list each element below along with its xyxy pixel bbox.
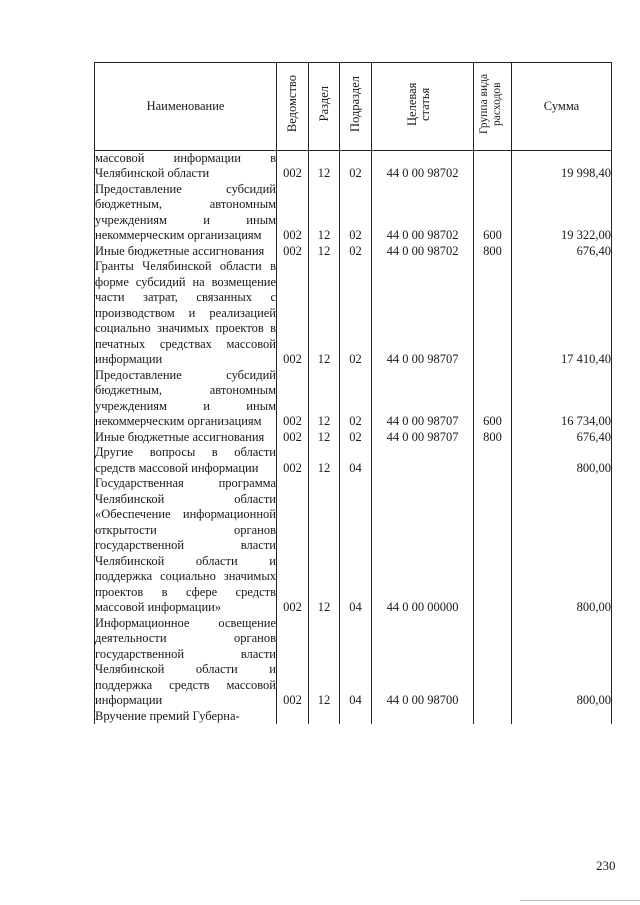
header-expense-group: Группа вида расходов (474, 63, 512, 151)
row-subsection: 02 (340, 368, 372, 430)
row-target-article: 44 0 00 00000 (372, 476, 474, 616)
footer-rule (520, 900, 640, 901)
row-section: 12 (309, 368, 340, 430)
row-subsection (340, 709, 372, 725)
row-expense-group (474, 709, 512, 725)
row-subsection: 02 (340, 259, 372, 368)
row-sum: 676,40 (512, 244, 612, 260)
header-department: Ведомство (277, 63, 309, 151)
header-name: Наименование (95, 63, 277, 151)
header-sum: Сумма (512, 63, 612, 151)
table-row (95, 616, 612, 709)
row-sum: 800,00 (512, 476, 612, 616)
header-section: Раздел (309, 63, 340, 151)
table-row (95, 244, 612, 260)
row-name: Информационное освещение деятельности органов государственной власти Челябинской области и поддержка средств массовой информации (95, 615, 276, 707)
row-section: 12 (309, 616, 340, 709)
row-sum: 800,00 (512, 445, 612, 476)
row-name: Предоставление субсидий бюджетным, автономным учреждениям и иным некоммерческим организациям (95, 367, 276, 428)
table-row (95, 709, 612, 725)
page-number: 230 (596, 858, 616, 873)
budget-table (94, 62, 612, 724)
row-section: 12 (309, 430, 340, 446)
row-target-article: 44 0 00 98707 (372, 259, 474, 368)
row-sum: 19 322,00 (512, 182, 612, 244)
table-header-row (95, 63, 612, 151)
row-name: Предоставление субсидий бюджетным, автономным учреждениям и иным некоммерческим организациям (95, 181, 276, 242)
header-subsection: Подраздел (340, 63, 372, 151)
row-section: 12 (309, 244, 340, 260)
row-subsection: 04 (340, 445, 372, 476)
row-section: 12 (309, 445, 340, 476)
table-row (95, 476, 612, 616)
row-subsection: 02 (340, 430, 372, 446)
row-expense-group (474, 476, 512, 616)
row-department (277, 709, 309, 725)
row-expense-group (474, 259, 512, 368)
row-department: 002 (277, 150, 309, 182)
row-section: 12 (309, 182, 340, 244)
row-name: Государственная программа Челябинской области «Обеспечение информационной открытости органов государственной власти Челябинской области и поддержка социально значимых проектов в сфере средств массовой информации» (95, 476, 276, 614)
row-section (309, 709, 340, 725)
row-department: 002 (277, 244, 309, 260)
row-name: Иные бюджетные ассигнования (95, 244, 277, 260)
row-sum (512, 709, 612, 725)
row-section: 12 (309, 259, 340, 368)
row-sum: 19 998,40 (512, 150, 612, 182)
row-expense-group: 600 (474, 182, 512, 244)
table-row (95, 445, 612, 476)
row-expense-group (474, 150, 512, 182)
table-row (95, 150, 612, 182)
row-department: 002 (277, 259, 309, 368)
row-expense-group (474, 445, 512, 476)
row-subsection: 02 (340, 182, 372, 244)
row-target-article: 44 0 00 98702 (372, 182, 474, 244)
row-target-article: 44 0 00 98707 (372, 368, 474, 430)
row-subsection: 04 (340, 616, 372, 709)
row-expense-group (474, 616, 512, 709)
row-department: 002 (277, 616, 309, 709)
row-name: массовой информации в Челябинской области (95, 150, 276, 180)
row-target-article: 44 0 00 98702 (372, 244, 474, 260)
row-target-article: 44 0 00 98702 (372, 150, 474, 182)
row-department: 002 (277, 445, 309, 476)
row-subsection: 04 (340, 476, 372, 616)
table-row (95, 368, 612, 430)
row-target-article: 44 0 00 98707 (372, 430, 474, 446)
row-expense-group: 600 (474, 368, 512, 430)
row-target-article (372, 445, 474, 476)
row-sum: 16 734,00 (512, 368, 612, 430)
table-row (95, 182, 612, 244)
row-section: 12 (309, 150, 340, 182)
row-name: Иные бюджетные ассигнования (95, 430, 277, 446)
row-department: 002 (277, 476, 309, 616)
table-row (95, 259, 612, 368)
row-expense-group: 800 (474, 430, 512, 446)
row-sum: 17 410,40 (512, 259, 612, 368)
row-target-article (372, 709, 474, 725)
header-target-article: Целевая статья (372, 63, 474, 151)
row-name: Вручение премий Губерна- (95, 709, 277, 725)
row-department: 002 (277, 368, 309, 430)
row-sum: 800,00 (512, 616, 612, 709)
row-department: 002 (277, 182, 309, 244)
row-name: Гранты Челябинской области в форме субсидий на возмещение части затрат, связанных с производством и реализацией социально значимых проектов в печатных средствах массовой информации (95, 259, 276, 366)
row-name: Другие вопросы в области средств массовой информации (95, 445, 276, 475)
table-row (95, 430, 612, 446)
row-subsection: 02 (340, 150, 372, 182)
row-department: 002 (277, 430, 309, 446)
row-subsection: 02 (340, 244, 372, 260)
row-expense-group: 800 (474, 244, 512, 260)
row-sum: 676,40 (512, 430, 612, 446)
row-section: 12 (309, 476, 340, 616)
row-target-article: 44 0 00 98700 (372, 616, 474, 709)
